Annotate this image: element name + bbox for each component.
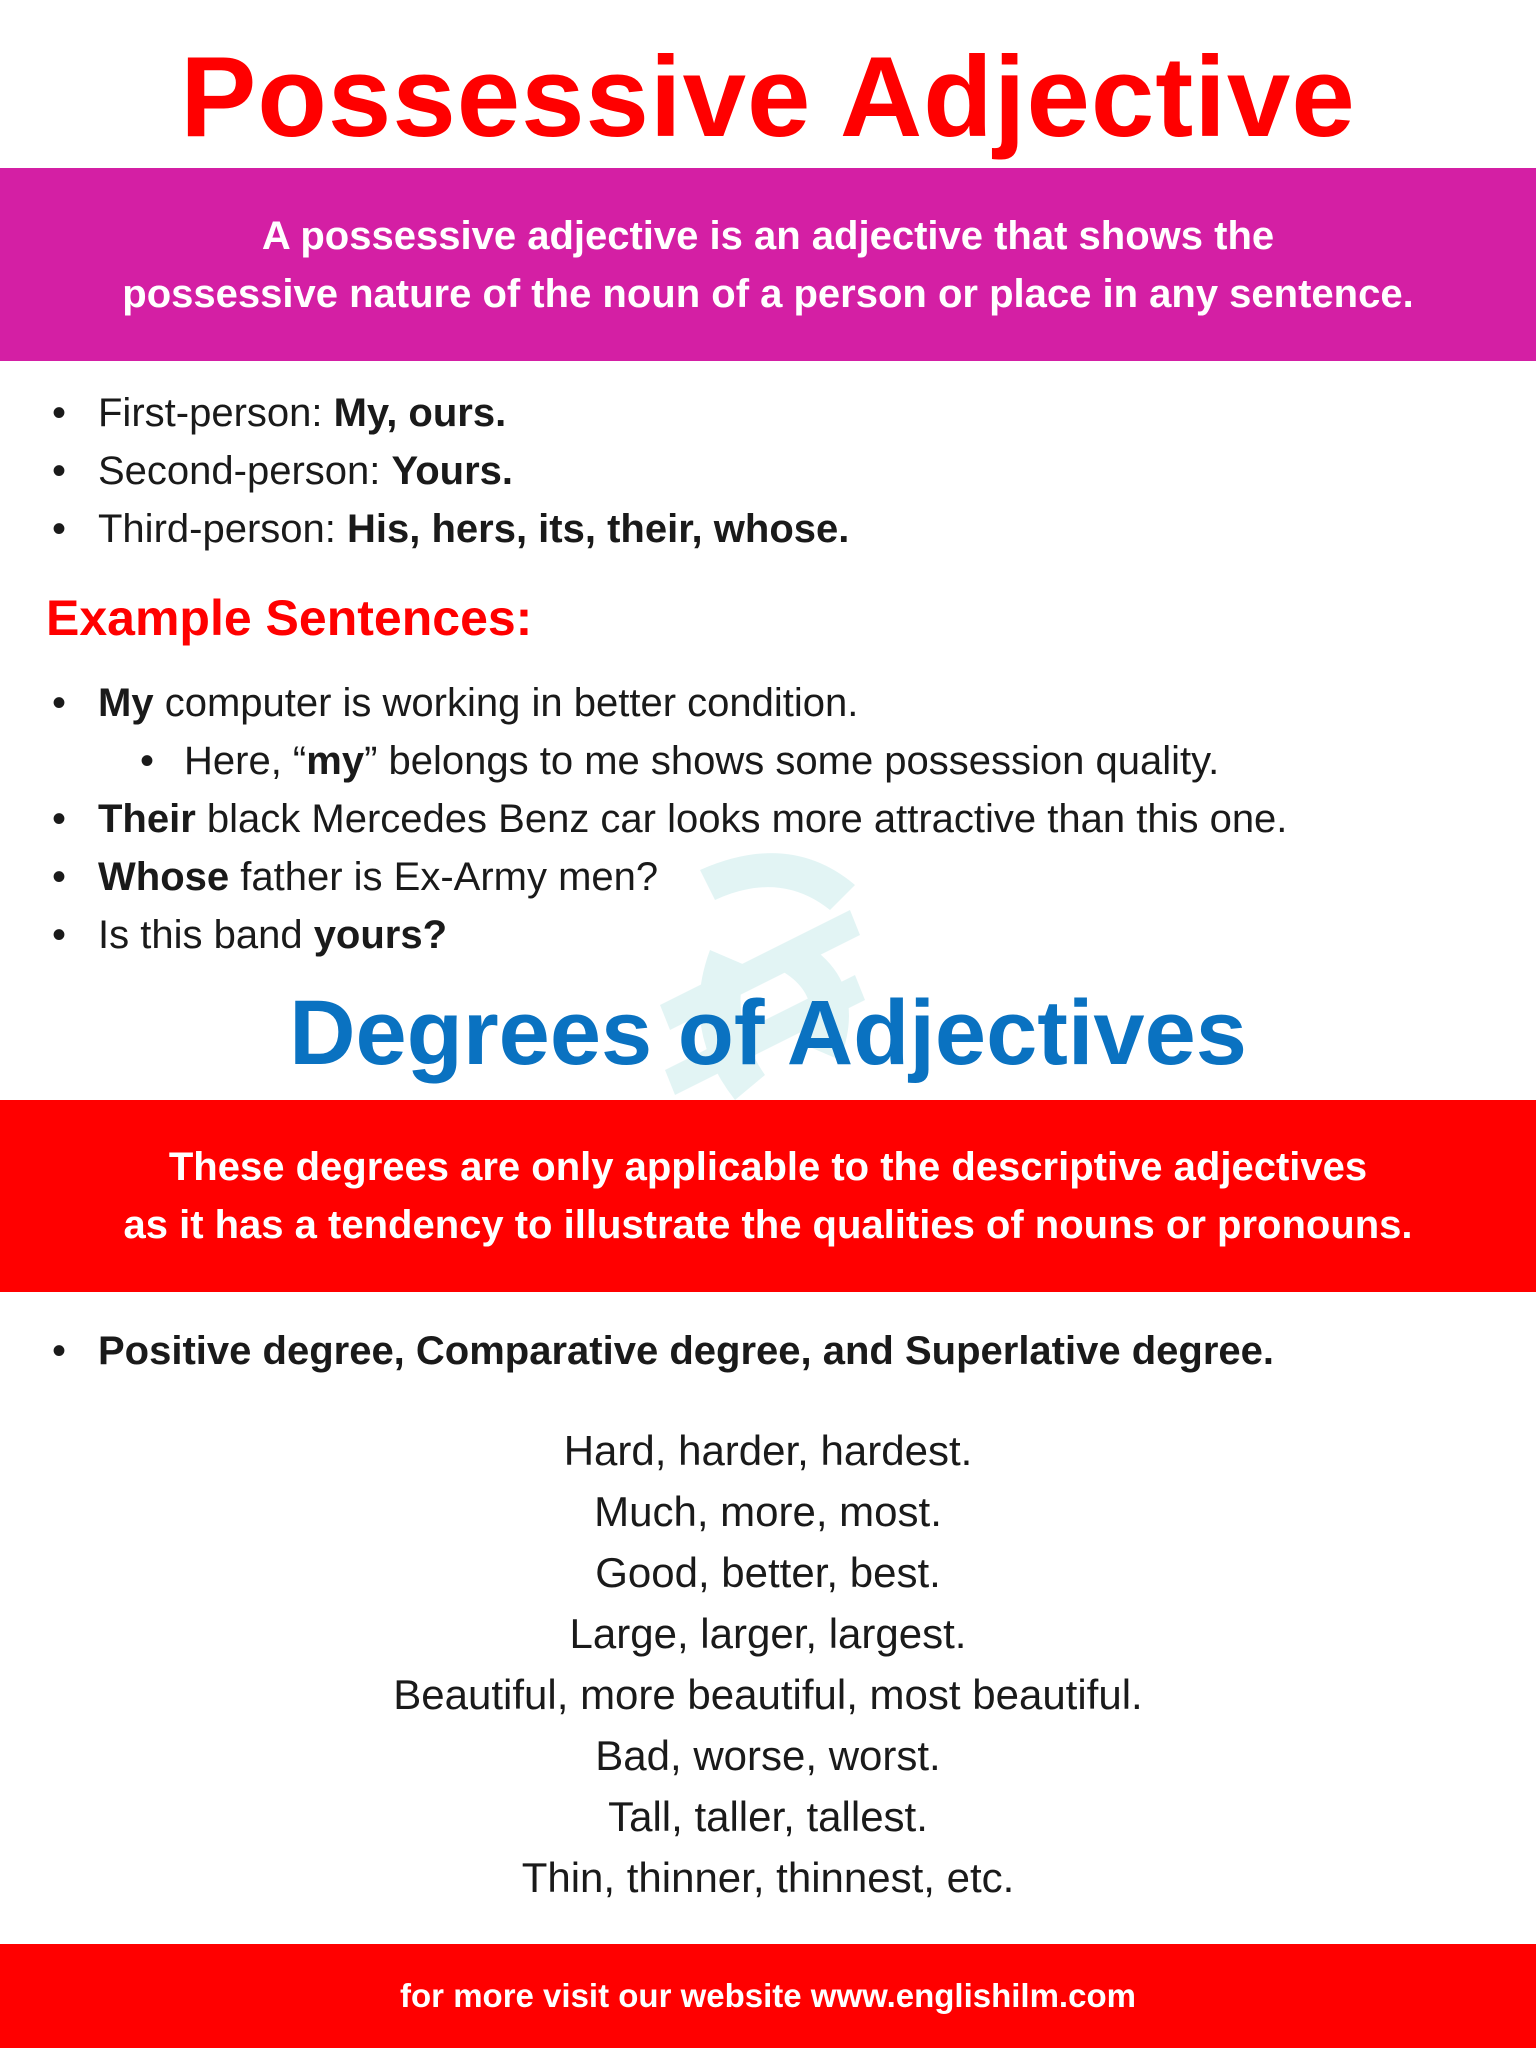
degrees-note-line-2: as it has a tendency to illustrate the qualities of nouns or pronouns. bbox=[123, 1203, 1413, 1247]
degree-example: Tall, taller, tallest. bbox=[608, 1793, 928, 1840]
example-text: Is this band bbox=[98, 913, 314, 957]
degree-example: Much, more, most. bbox=[594, 1488, 942, 1535]
list-item bbox=[48, 500, 849, 558]
degree-examples bbox=[0, 1420, 1536, 1908]
bullet-dot: • bbox=[52, 507, 67, 551]
bullet-dot: • bbox=[140, 739, 155, 783]
list-item bbox=[48, 906, 1287, 964]
bullet-dot: • bbox=[52, 913, 67, 957]
example-text: Here, “ bbox=[184, 739, 307, 783]
list-item bbox=[48, 848, 1287, 906]
degrees-note-line-1: These degrees are only applicable to the descriptive adjectives bbox=[168, 1145, 1368, 1189]
bullet-dot: • bbox=[52, 449, 67, 493]
definition-line-1: A possessive adjective is an adjective that shows the bbox=[261, 213, 1275, 258]
bullet-dot: • bbox=[52, 1329, 67, 1373]
bullet-dot: • bbox=[52, 855, 67, 899]
list-item bbox=[48, 384, 849, 442]
example-list bbox=[48, 674, 1287, 964]
example-text: black Mercedes Benz car looks more attractive than this one. bbox=[195, 797, 1288, 841]
example-bold: My bbox=[98, 681, 154, 725]
degree-types: Positive degree, Comparative degree, and Superlative degree. bbox=[98, 1329, 1274, 1373]
person-label: First-person: bbox=[98, 391, 334, 435]
degree-example: Good, better, best. bbox=[595, 1549, 941, 1596]
degree-example: Hard, harder, hardest. bbox=[563, 1427, 973, 1474]
degree-example: Thin, thinner, thinnest, etc. bbox=[521, 1854, 1015, 1901]
list-item bbox=[48, 674, 1287, 732]
list-item bbox=[48, 442, 849, 500]
definition-banner bbox=[0, 168, 1536, 361]
person-value: His, hers, its, their, whose. bbox=[346, 507, 850, 551]
degree-example: Bad, worse, worst. bbox=[595, 1732, 941, 1779]
example-text: father is Ex-Army men? bbox=[229, 855, 659, 899]
example-bold: Their bbox=[98, 797, 196, 841]
list-item bbox=[48, 732, 1287, 790]
example-bold: Whose bbox=[98, 855, 230, 899]
page-title: Possessive Adjective bbox=[180, 34, 1356, 161]
footer-link[interactable]: for more visit our website www.englishilm.com bbox=[400, 1977, 1136, 2014]
degrees-note-banner bbox=[0, 1100, 1536, 1292]
examples-heading: Example Sentences: bbox=[46, 590, 533, 646]
person-label: Second-person: bbox=[98, 449, 392, 493]
footer-banner bbox=[0, 1944, 1536, 2048]
list-item bbox=[48, 1322, 1274, 1380]
degree-types-list bbox=[48, 1322, 1274, 1380]
degree-example: Large, larger, largest. bbox=[569, 1610, 967, 1657]
definition-line-2: possessive nature of the noun of a person or place in any sentence. bbox=[122, 271, 1414, 316]
person-value: My, ours. bbox=[333, 391, 507, 435]
person-value: Yours. bbox=[391, 449, 514, 493]
example-text: computer is working in better condition. bbox=[153, 681, 859, 725]
degrees-title: Degrees of Adjectives bbox=[289, 982, 1247, 1084]
bullet-dot: • bbox=[52, 391, 67, 435]
example-bold: my bbox=[306, 739, 365, 783]
list-item bbox=[48, 790, 1287, 848]
example-bold: yours? bbox=[313, 913, 448, 957]
bullet-dot: • bbox=[52, 797, 67, 841]
example-text: ” belongs to me shows some possession quality. bbox=[364, 739, 1220, 783]
bullet-dot: • bbox=[52, 681, 67, 725]
degree-example: Beautiful, more beautiful, most beautiful. bbox=[393, 1671, 1143, 1718]
person-label: Third-person: bbox=[98, 507, 347, 551]
person-list bbox=[48, 384, 849, 558]
